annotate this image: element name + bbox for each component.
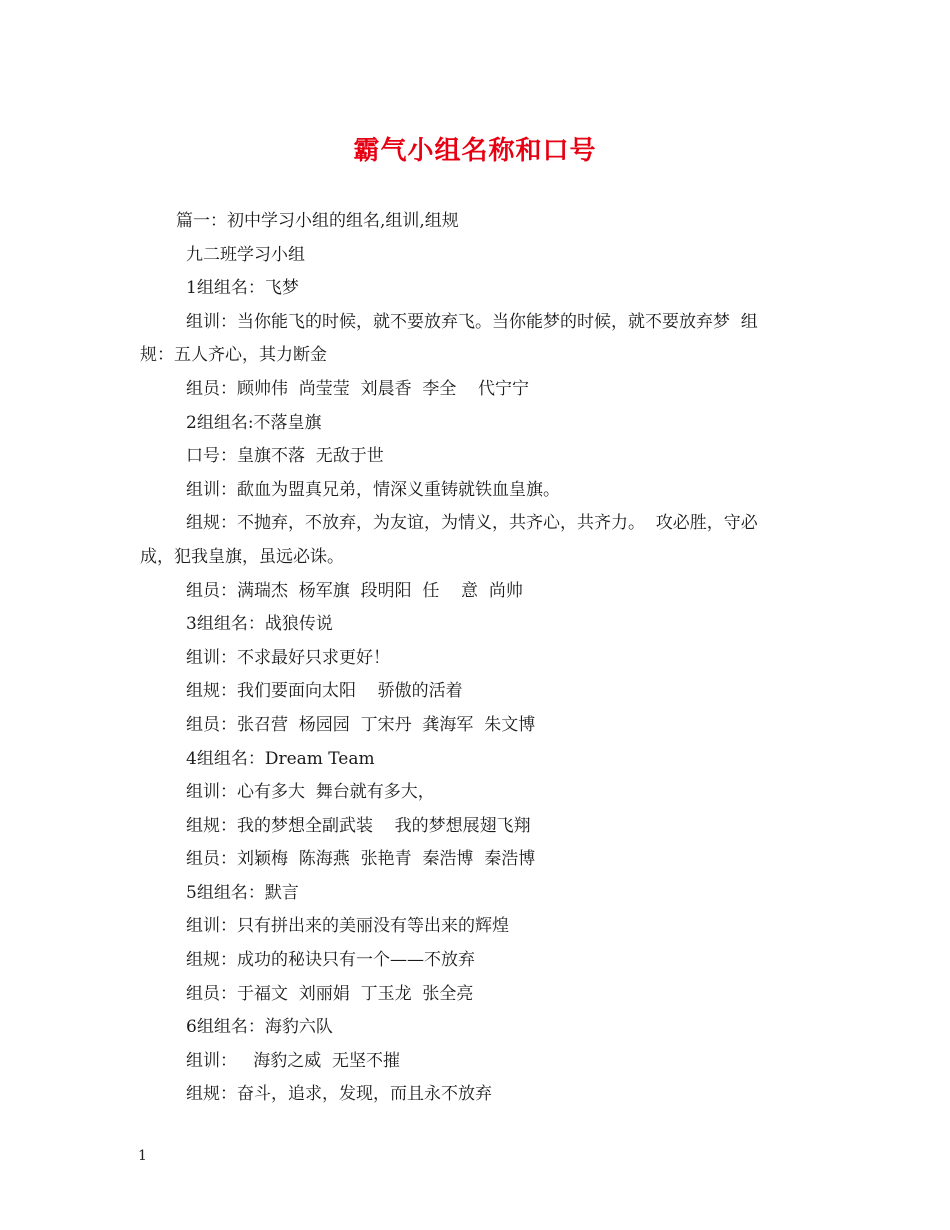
group-6-rules: 组规：奋斗，追求，发现，而且永不放弃: [186, 1084, 492, 1105]
group-3-rules: 组规：我们要面向太阳 骄傲的活着: [186, 681, 463, 702]
group-2-motto: 组训：歃血为盟真兄弟，情深义重铸就铁血皇旗。: [186, 479, 560, 500]
class-heading: 九二班学习小组: [186, 244, 305, 265]
page-number: 1: [138, 1148, 147, 1164]
group-2-slogan: 口号：皇旗不落 无敌于世: [186, 446, 384, 467]
document-title: 霸气小组名称和口号: [353, 136, 597, 166]
group-2-members: 组员：满瑞杰 杨军旗 段明阳 任 意 尚帅: [186, 580, 523, 601]
section-heading: 篇一：初中学习小组的组名,组训,组规: [176, 211, 459, 231]
group-1-name: 1组组名：飞梦: [186, 278, 299, 299]
group-6-name: 6组组名：海豹六队: [186, 1017, 333, 1038]
group-1-motto-continued: 规：五人齐心，其力断金: [140, 345, 327, 366]
group-4-name: 4组组名：Dream Team: [186, 748, 375, 769]
group-3-name: 3组组名：战狼传说: [186, 614, 333, 635]
group-4-motto: 组训：心有多大 舞台就有多大，: [186, 782, 435, 803]
group-5-name: 5组组名：默言: [186, 882, 299, 903]
group-6-motto: 组训： 海豹之威 无坚不摧: [186, 1050, 401, 1071]
group-5-rules: 组规：成功的秘诀只有一个——不放弃: [186, 950, 475, 971]
group-5-motto: 组训：只有拼出来的美丽没有等出来的辉煌: [186, 916, 509, 937]
document-body: [140, 205, 820, 1112]
group-1-motto: 组训：当你能飞的时候，就不要放弃飞。当你能梦的时候，就不要放弃梦 组: [186, 311, 758, 332]
group-2-rules-continued: 成，犯我皇旗，虽远必诛。: [140, 546, 344, 567]
group-4-rules: 组规：我的梦想全副武装 我的梦想展翅飞翔: [186, 815, 531, 836]
group-3-motto: 组训：不求最好只求更好！: [186, 647, 390, 668]
group-4-members: 组员：刘颖梅 陈海燕 张艳青 秦浩博 秦浩博: [186, 849, 536, 870]
group-2-rules: 组规：不抛弃，不放弃，为友谊，为情义，共齐心，共齐力。 攻必胜，守必: [186, 513, 758, 534]
group-2-name: 2组组名:不落皇旗: [186, 412, 322, 433]
group-3-members: 组员：张召营 杨园园 丁宋丹 龚海军 朱文博: [186, 714, 536, 735]
group-1-members: 组员：顾帅伟 尚莹莹 刘晨香 李全 代宁宁: [186, 378, 530, 399]
group-5-members: 组员：于福文 刘丽娟 丁玉龙 张全亮: [186, 983, 474, 1004]
